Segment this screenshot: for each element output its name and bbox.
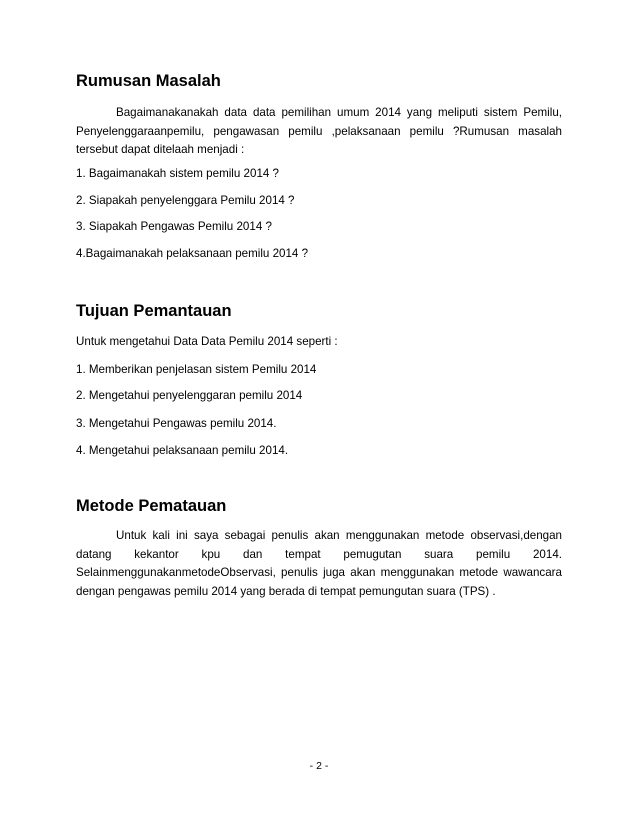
list-item: 3. Siapakah Pengawas Pemilu 2014 ? [76,220,272,233]
list-item: 2. Siapakah penyelenggara Pemilu 2014 ? [76,194,295,207]
paragraph-metode-pematauan: Untuk kali ini saya sebagai penulis akan menggunakan metode observasi,dengan datang kekantor kpu dan tempat pemugutan suara pemilu 2014. SelainmenggunakanmetodeObservasi, penulis juga akan menggunakan metode wawancara dengan pengawas pemilu 2014 yang berada di tempat pemungutan suara (TPS) . [76,529,562,598]
list-item: 4.Bagaimanakah pelaksanaan pemilu 2014 ? [76,247,309,260]
list-item: 3. Mengetahui Pengawas pemilu 2014. [76,417,277,430]
paragraph-rumusan-masalah: Bagaimanakanakah data data pemilihan umum 2014 yang meliputi sistem Pemilu, Penyelenggaraanpemilu, pengawasan pemilu ,pelaksanaan pemilu ?Rumusan masalah tersebut dapat ditelaah menjadi : [76,106,562,156]
list-item: 1. Bagaimanakah sistem pemilu 2014 ? [76,167,280,180]
page-number: - 2 - [309,760,329,772]
list-item: 4. Mengetahui pelaksanaan pemilu 2014. [76,444,289,457]
list-item: 1. Memberikan penjelasan sistem Pemilu 2014 [76,363,317,376]
heading-tujuan-pemantauan: Tujuan Pemantauan [76,302,232,320]
document-page [76,0,562,826]
heading-metode-pematauan: Metode Pematauan [76,497,227,515]
list-item: 2. Mengetahui penyelenggaran pemilu 2014 [76,389,303,402]
paragraph-tujuan-intro: Untuk mengetahui Data Data Pemilu 2014 seperti : [76,335,338,348]
heading-rumusan-masalah: Rumusan Masalah [76,72,221,90]
